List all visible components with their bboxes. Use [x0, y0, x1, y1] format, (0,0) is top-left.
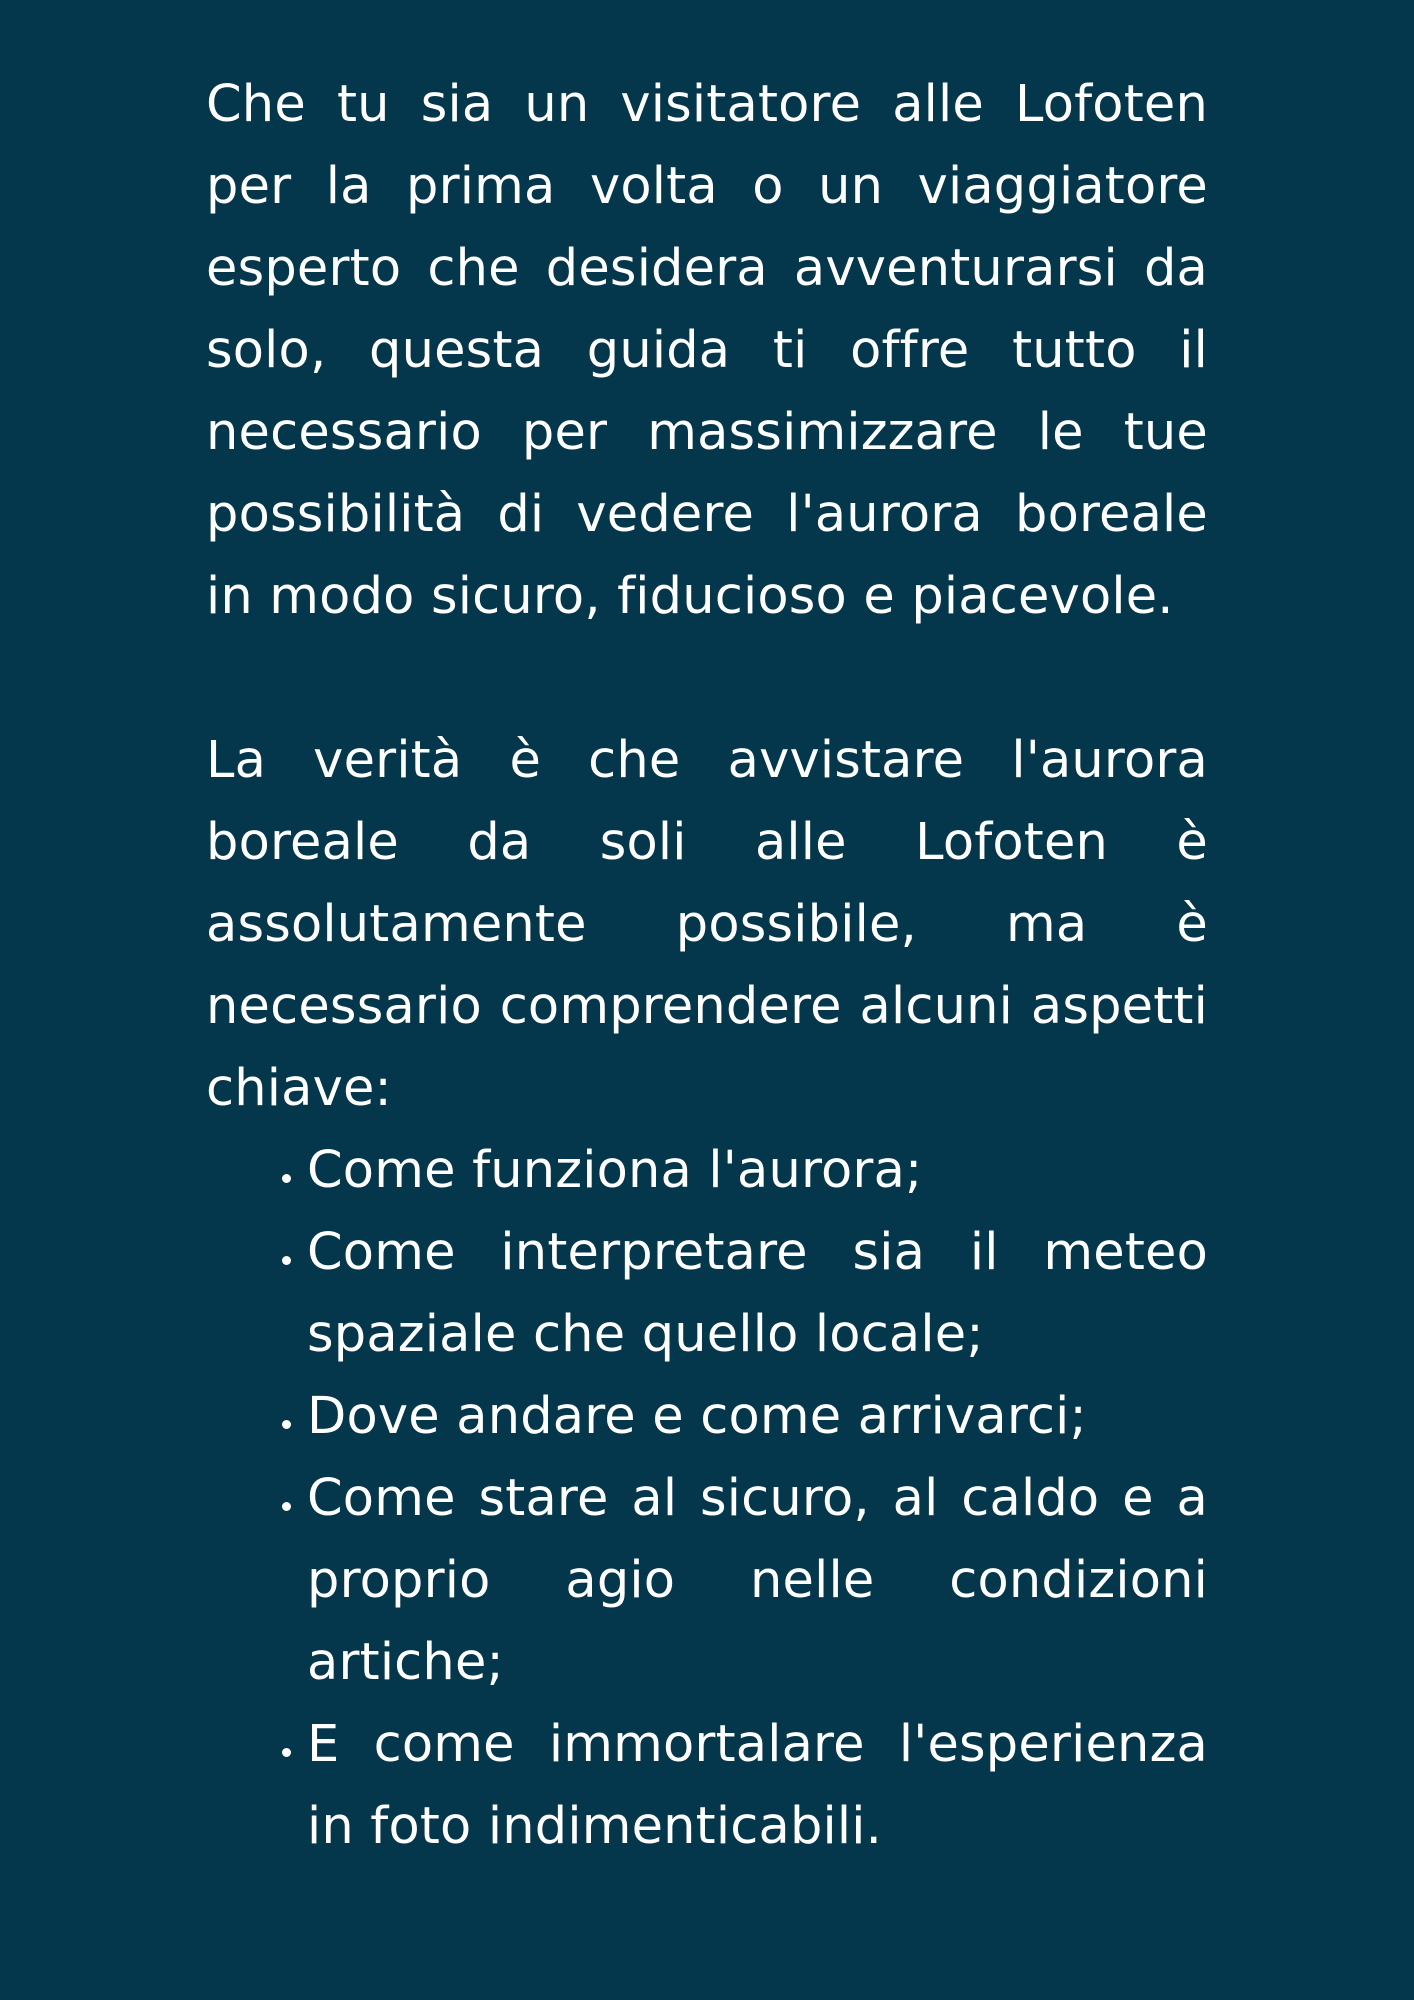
guide-text-block	[206, 64, 1208, 1868]
key-aspect-item: • Come interpretare sia il meteo spaziale che quello locale;	[307, 1212, 1208, 1376]
key-aspects-list	[206, 1130, 1208, 1868]
truth-paragraph: La verità è che avvistare l'aurora boreale da soli alle Lofoten è assolutamente possibile, ma è necessario comprendere alcuni aspetti chiave:	[206, 731, 1208, 1118]
key-aspect-item: • Come stare al sicuro, al caldo e a proprio agio nelle condizioni artiche;	[307, 1458, 1208, 1704]
intro-paragraph: Che tu sia un visitatore alle Lofoten per la prima volta o un viaggiatore esperto che desidera avventurarsi da solo, questa guida ti offre tutto il necessario per massimizzare le tue possibilità di vedere l'aurora boreale in modo sicuro, fiducioso e piacevole.	[206, 75, 1208, 626]
key-aspect-item: • Dove andare e come arrivarci;	[307, 1376, 1208, 1458]
key-aspect-item: • E come immortalare l'esperienza in foto indimenticabili.	[307, 1704, 1208, 1868]
key-aspect-item: • Come funziona l'aurora;	[307, 1130, 1208, 1212]
